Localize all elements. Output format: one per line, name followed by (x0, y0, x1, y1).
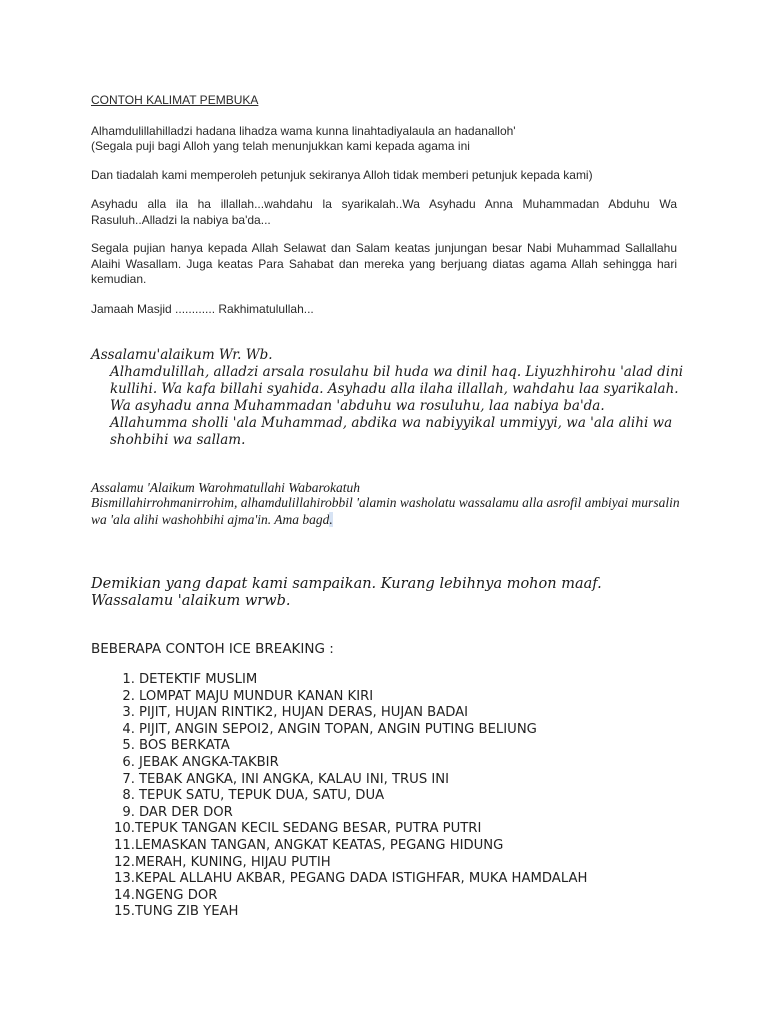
list-item-number: 2. (122, 688, 135, 704)
list-item (113, 772, 587, 789)
list-item-text: KEPAL ALLAHU AKBAR, PEGANG DADA ISTIGHFAR, MUKA HAMDALAH (135, 871, 588, 887)
paragraph-syahadat: Asyhadu alla ila ha illallah...wahdahu la syarikalah..Wa Asyhadu Anna Muhammadan Abduhu Wa Rasuluh..Alladzi la nabiya ba'da... (91, 197, 677, 227)
list-item-number: 7. (122, 771, 135, 787)
list-item (113, 672, 587, 689)
list-item-text: JEBAK ANGKA-TAKBIR (139, 754, 279, 770)
list-item-text: TEPUK TANGAN KECIL SEDANG BESAR, PUTRA PUTRI (135, 821, 482, 837)
list-item-number: 9. (122, 804, 135, 820)
list-item (113, 888, 587, 905)
opening-line-1: Alhamdulillahilladzi hadana lihadza wama kunna linahtadiyalaula an hadanalloh' (91, 124, 516, 138)
salam-2-body (91, 495, 691, 528)
salam-2-body-text: Bismillahirrohmanirrohim, alhamdulillahirobbil 'alamin washolatu wassalamu alla asrofil ambiyai mursalin wa 'ala alihi washohbihi ajma'in. Ama bagd (91, 495, 680, 527)
ice-breaking-heading: BEBERAPA CONTOH ICE BREAKING : (91, 641, 334, 657)
list-item-number: 13. (114, 871, 135, 887)
list-item-number: 6. (122, 754, 135, 770)
list-item (113, 805, 587, 822)
list-item-number: 5. (122, 738, 135, 754)
list-item-text: NGENG DOR (135, 887, 218, 903)
list-item-number: 10. (114, 821, 135, 837)
list-item-number: 1. (122, 672, 135, 687)
list-item-number: 3. (122, 705, 135, 721)
list-item-number: 4. (122, 721, 135, 737)
closing-paragraph: Demikian yang dapat kami sampaikan. Kurang lebihnya mohon maaf. Wassalamu 'alaikum wrwb. (91, 576, 602, 609)
list-item (113, 821, 587, 838)
list-item (113, 904, 587, 921)
list-item-number: 8. (122, 788, 135, 804)
paragraph-jamaah: Jamaah Masjid ............ Rakhimatulullah... (91, 302, 314, 316)
list-item (113, 871, 587, 888)
page-title: CONTOH KALIMAT PEMBUKA (91, 93, 259, 107)
list-item-text: TUNG ZIB YEAH (135, 904, 239, 920)
list-item-number: 14. (114, 887, 135, 903)
list-item-text: TEPUK SATU, TEPUK DUA, SATU, DUA (139, 788, 385, 804)
opening-line-3: Dan tiadalah kami memperoleh petunjuk sekiranya Alloh tidak memberi petunjuk kepada kami) (91, 168, 593, 182)
list-item (113, 755, 587, 772)
ice-breaking-list (113, 672, 587, 921)
list-item-text: DETEKTIF MUSLIM (139, 672, 258, 687)
opening-line-2: (Segala puji bagi Alloh yang telah menunjukkan kami kepada agama ini (91, 139, 470, 153)
list-item (113, 705, 587, 722)
list-item (113, 788, 587, 805)
list-item (113, 722, 587, 739)
list-item-number: 11. (114, 837, 135, 853)
list-item (113, 738, 587, 755)
salam-1-body: Alhamdulillah, alladzi arsala rosulahu bil huda wa dinil haq. Liyuzhhirohu 'alad dini kullihi. Wa kafa billahi syahida. Asyhadu alla ilaha illallah, wahdahu laa syarikalah. Wa asyhadu anna Muhammadan 'abduhu wa rosuluhu, laa nabiya ba'da. Allahumma sholli 'ala Muhammad, abdika wa nabiyyikal ummiyyi, wa 'ala alihi wa shohbihi wa sallam. (110, 364, 684, 448)
paragraph-segala-pujian: Segala pujian hanya kepada Allah Selawat dan Salam keatas junjungan besar Nabi Muhammad Sallallahu Alaihi Wasallam. Juga keatas Para Sahabat dan mereka yang berjuang diatas agama Allah sehingga hari kemudian. (91, 241, 677, 286)
list-item (113, 838, 587, 855)
list-item-number: 12. (114, 854, 135, 870)
text-cursor-highlight: . (329, 511, 333, 527)
list-item-text: TEBAK ANGKA, INI ANGKA, KALAU INI, TRUS INI (139, 771, 450, 787)
list-item-number: 15. (114, 904, 135, 920)
salam-2-greeting: Assalamu 'Alaikum Warohmatullahi Wabarokatuh (91, 480, 361, 495)
list-item-text: LEMASKAN TANGAN, ANGKAT KEATAS, PEGANG HIDUNG (135, 837, 504, 853)
list-item-text: PIJIT, ANGIN SEPOI2, ANGIN TOPAN, ANGIN PUTING BELIUNG (139, 721, 537, 737)
list-item-text: MERAH, KUNING, HIJAU PUTIH (135, 854, 331, 870)
salam-1-greeting: Assalamu'alaikum Wr. Wb. (91, 347, 273, 363)
list-item (113, 855, 587, 872)
list-item-text: DAR DER DOR (139, 804, 233, 820)
list-item-text: BOS BERKATA (139, 738, 230, 754)
list-item-text: LOMPAT MAJU MUNDUR KANAN KIRI (139, 688, 374, 704)
list-item-text: PIJIT, HUJAN RINTIK2, HUJAN DERAS, HUJAN BADAI (139, 705, 469, 721)
list-item (113, 689, 587, 706)
